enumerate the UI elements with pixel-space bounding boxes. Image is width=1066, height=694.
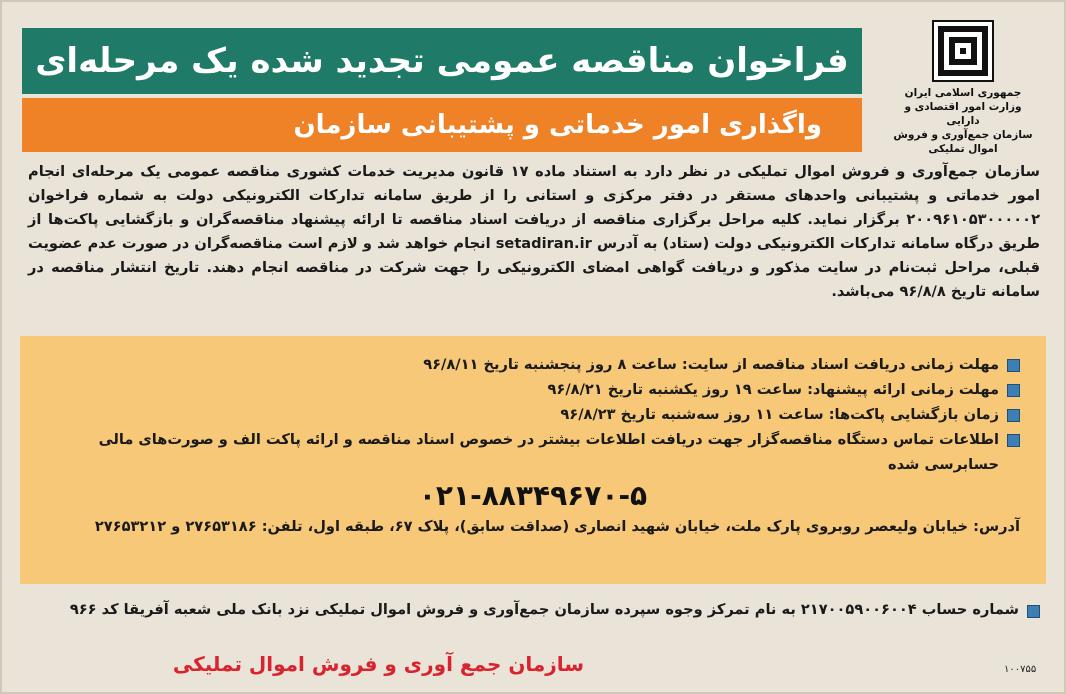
org-line: جمهوری اسلامی ایران xyxy=(904,87,1022,99)
footer-organization-name: سازمان جمع آوری و فروش اموال تملیکی xyxy=(172,652,584,676)
org-line: سازمان جمع‌آوری و فروش xyxy=(893,129,1033,141)
reference-code: ۱۰۰۷۵۵ xyxy=(1004,664,1037,675)
org-line: اموال تملیکی xyxy=(928,143,998,155)
notice-title: فراخوان مناقصه عمومی تجدید شده یک مرحله‌ای xyxy=(22,28,862,94)
square-bullet-icon xyxy=(1007,359,1020,372)
info-item-text: زمان بازگشایی پاکت‌ها: ساعت ۱۱ روز سه‌شنبه تاریخ ۹۶/۸/۲۳ xyxy=(560,406,999,423)
organization-name-lines xyxy=(888,86,1038,156)
square-bullet-icon xyxy=(1027,605,1040,618)
info-item-text: مهلت زمانی ارائه پیشنهاد: ساعت ۱۹ روز یکشنبه تاریخ ۹۶/۸/۲۱ xyxy=(547,381,999,398)
org-line: وزارت امور اقتصادی و دارایی xyxy=(904,101,1022,127)
square-bullet-icon xyxy=(1007,434,1020,447)
info-item xyxy=(46,427,1020,477)
square-bullet-icon xyxy=(1007,384,1020,397)
notice-subtitle: واگذاری امور خدماتی و پشتیبانی سازمان xyxy=(22,98,862,152)
info-item xyxy=(46,377,1020,402)
contact-address: آدرس: خیابان ولیعصر روبروی پارک ملت، خیابان شهید انصاری (صداقت سابق)، پلاک ۶۷، طبقه اول، تلفن: ۲۷۶۵۳۱۸۶ و ۲۷۶۵۳۲۱۲ xyxy=(94,518,1020,535)
bank-account-text: شماره حساب ۲۱۷۰۰۵۹۰۰۶۰۰۴ به نام تمرکز وجوه سپرده سازمان جمع‌آوری و فروش اموال تملیکی نزد بانک ملی شعبه آفریقا کد ۹۶۶ xyxy=(69,601,1019,618)
info-item xyxy=(46,352,1020,377)
bank-account-info xyxy=(28,598,1040,622)
schedule-info-box xyxy=(20,336,1046,584)
info-item-text: اطلاعات تماس دستگاه مناقصه‌گزار جهت دریافت اطلاعات بیشتر در خصوص اسناد مناقصه و ارائه پاکت الف و صورت‌های مالی حسابرسی شده xyxy=(98,431,999,473)
info-item xyxy=(46,402,1020,427)
organization-logo-block xyxy=(888,20,1038,156)
notice-body-paragraph: سازمان جمع‌آوری و فروش اموال تملیکی در نظر دارد به استناد ماده ۱۷ قانون مدیریت خدمات کشوری مناقصه عمومی یک مرحله‌ای انجام امور خدماتی و پشتیبانی واحدهای مستقر در دفتر مرکزی و استانی را از طریق سامانه تدارکات الکترونیکی دولت به شماره فراخوان ۲۰۰۹۶۱۰۵۳۰۰۰۰۰۲ برگزار نماید. کلیه مراحل برگزاری مناقصه از دریافت اسناد مناقصه تا ارائه پیشنهاد مناقصه‌گران و بازگشایی پاکت‌ها از طریق درگاه سامانه تدارکات الکترونیکی دولت (ستاد) به آدرس setadiran.ir انجام خواهد شد و لازم است مناقصه‌گران در صورت عدم عضویت قبلی، مراحل ثبت‌نام در سایت مذکور و دریافت گواهی امضای الکترونیکی را جهت شرکت در مناقصه انجام دهند. تاریخ انتشار مناقصه در سامانه تاریخ ۹۶/۸/۸ می‌باشد. xyxy=(28,163,1040,300)
info-item-text: مهلت زمانی دریافت اسناد مناقصه از سایت: ساعت ۸ روز پنجشنبه تاریخ ۹۶/۸/۱۱ xyxy=(423,356,999,373)
square-bullet-icon xyxy=(1007,409,1020,422)
organization-logo-icon xyxy=(932,20,994,82)
contact-phone: ۰۲۱-۸۸۳۴۹۶۷۰-۵ xyxy=(418,479,648,512)
